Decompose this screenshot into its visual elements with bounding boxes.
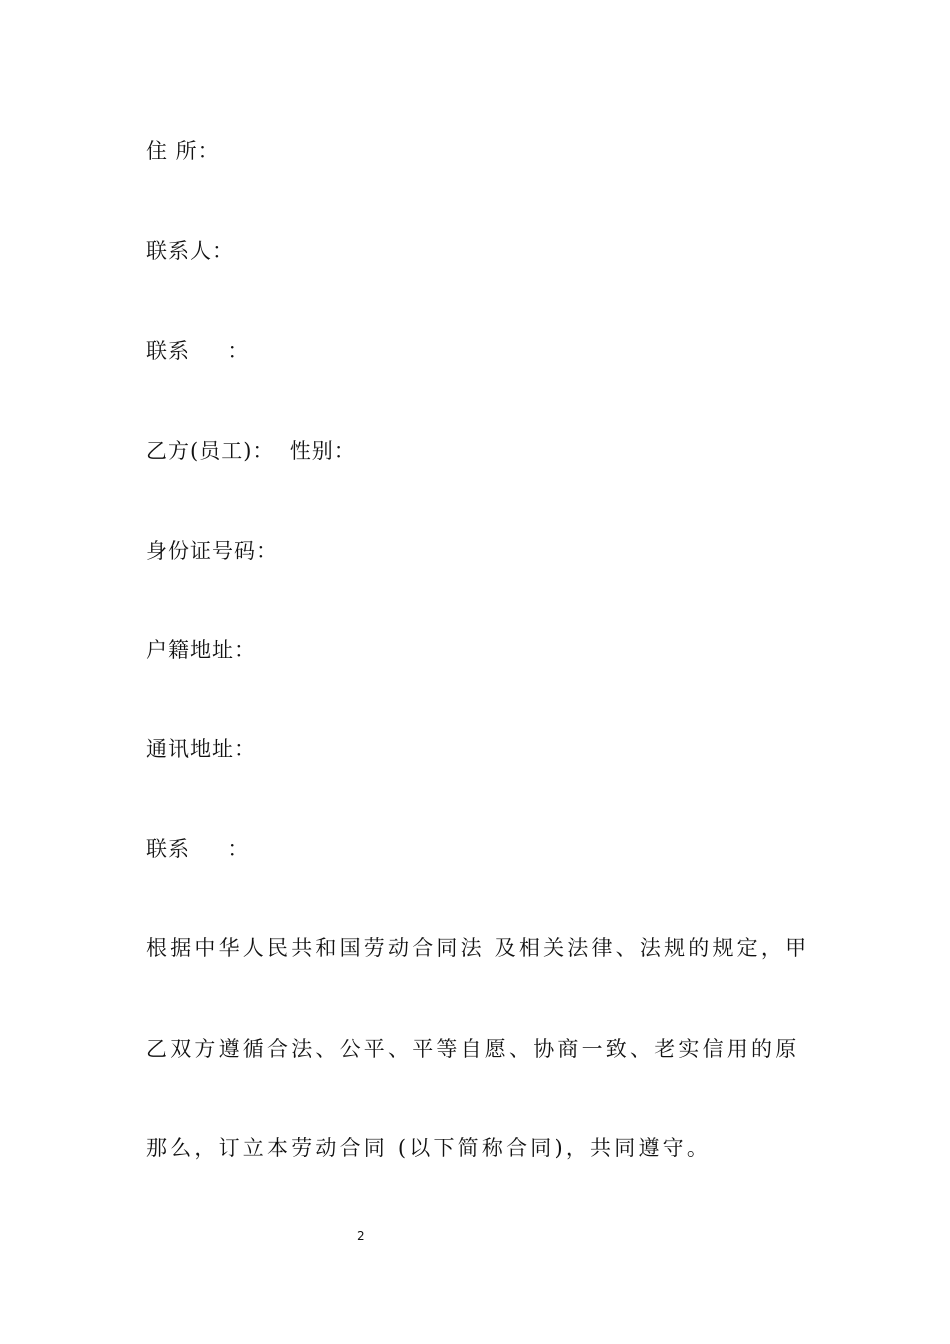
paragraph-line-3: 那么，订立本劳动合同 (以下简称合同)，共同遵守。: [146, 1136, 712, 1160]
field-contact-person: 联系人：: [146, 239, 234, 263]
paragraph-line-1: 根据中华人民共和国劳动合同法 及相关法律、法规的规定，甲: [146, 936, 810, 960]
page-number: 2: [357, 1229, 365, 1243]
field-residence: 住 所：: [146, 139, 220, 163]
paragraph-line-2: 乙双方遵循合法、公平、平等自愿、协商一致、老实信用的原: [146, 1037, 800, 1061]
field-party-b-gender: 乙方(员工)： 性别：: [146, 439, 356, 463]
field-contact-phone-b: 联系 ：: [146, 837, 250, 861]
field-id-number: 身份证号码：: [146, 539, 278, 563]
field-contact-phone: 联系 ：: [146, 339, 250, 363]
field-household-address: 户籍地址：: [146, 638, 256, 662]
field-mailing-address: 通讯地址：: [146, 737, 256, 761]
